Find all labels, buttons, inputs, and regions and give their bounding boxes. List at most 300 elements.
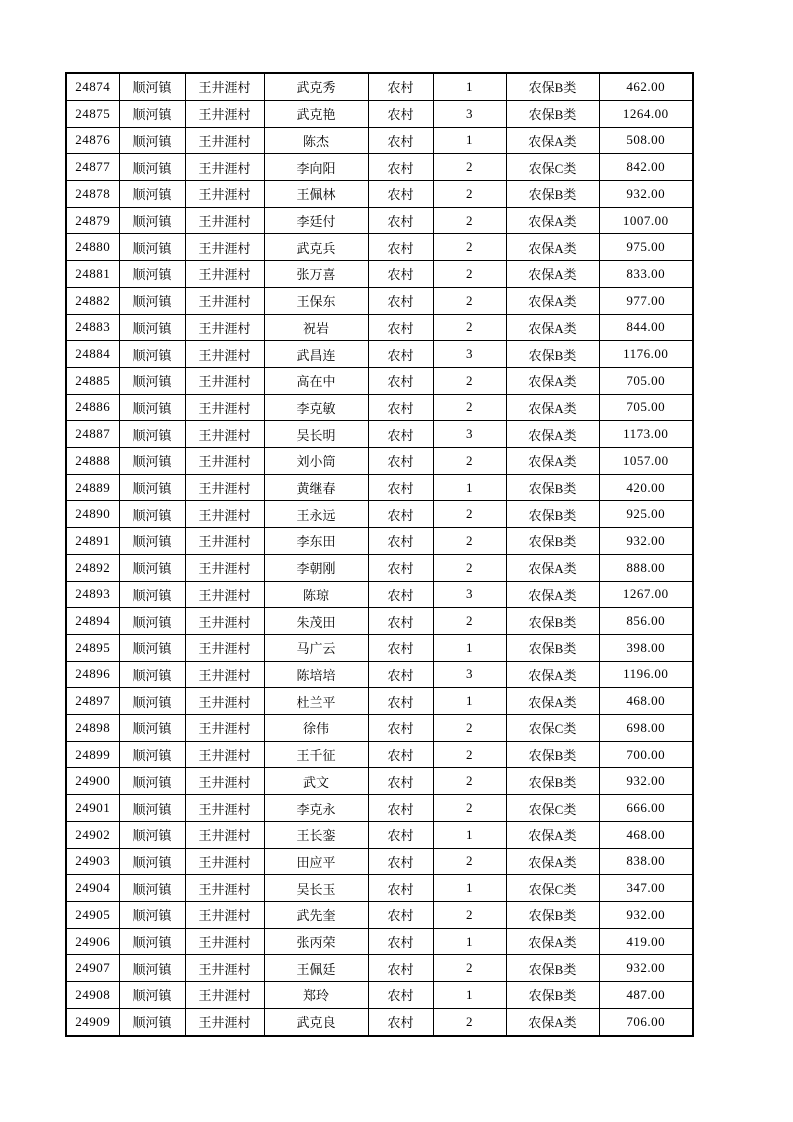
cell-insurance-class: 农保B类	[506, 100, 599, 127]
cell-village: 王井涯村	[185, 955, 264, 982]
cell-insurance-class: 农保C类	[506, 154, 599, 181]
cell-serial-number: 24893	[66, 581, 119, 608]
cell-household-type: 农村	[368, 501, 433, 528]
cell-household-type: 农村	[368, 554, 433, 581]
cell-town: 顺河镇	[119, 448, 185, 475]
cell-person-name: 武克艳	[264, 100, 368, 127]
cell-person-count: 2	[433, 608, 506, 635]
cell-serial-number: 24883	[66, 314, 119, 341]
cell-insurance-class: 农保A类	[506, 367, 599, 394]
table-row	[66, 875, 693, 902]
cell-town: 顺河镇	[119, 661, 185, 688]
cell-insurance-class: 农保A类	[506, 554, 599, 581]
cell-person-count: 1	[433, 73, 506, 100]
cell-town: 顺河镇	[119, 768, 185, 795]
records-table	[65, 72, 694, 1037]
cell-amount: 468.00	[599, 688, 693, 715]
table-row	[66, 314, 693, 341]
cell-insurance-class: 农保A类	[506, 821, 599, 848]
cell-village: 王井涯村	[185, 127, 264, 154]
cell-amount: 419.00	[599, 928, 693, 955]
table-row	[66, 421, 693, 448]
cell-serial-number: 24874	[66, 73, 119, 100]
cell-amount: 1267.00	[599, 581, 693, 608]
cell-serial-number: 24904	[66, 875, 119, 902]
cell-amount: 888.00	[599, 554, 693, 581]
cell-person-count: 3	[433, 661, 506, 688]
cell-person-name: 张丙荣	[264, 928, 368, 955]
cell-serial-number: 24884	[66, 341, 119, 368]
table-row	[66, 367, 693, 394]
cell-person-count: 2	[433, 715, 506, 742]
cell-person-name: 徐伟	[264, 715, 368, 742]
table-row	[66, 554, 693, 581]
table-row	[66, 848, 693, 875]
cell-serial-number: 24887	[66, 421, 119, 448]
cell-person-count: 2	[433, 1008, 506, 1036]
cell-insurance-class: 农保A类	[506, 394, 599, 421]
cell-serial-number: 24876	[66, 127, 119, 154]
table-row	[66, 261, 693, 288]
cell-person-name: 武昌连	[264, 341, 368, 368]
cell-insurance-class: 农保B类	[506, 501, 599, 528]
cell-person-name: 李克永	[264, 795, 368, 822]
cell-person-name: 王长銮	[264, 821, 368, 848]
cell-village: 王井涯村	[185, 314, 264, 341]
cell-insurance-class: 农保A类	[506, 261, 599, 288]
cell-town: 顺河镇	[119, 287, 185, 314]
cell-person-name: 陈杰	[264, 127, 368, 154]
cell-town: 顺河镇	[119, 394, 185, 421]
cell-person-name: 李克敏	[264, 394, 368, 421]
cell-village: 王井涯村	[185, 581, 264, 608]
cell-serial-number: 24890	[66, 501, 119, 528]
cell-village: 王井涯村	[185, 367, 264, 394]
cell-town: 顺河镇	[119, 875, 185, 902]
cell-insurance-class: 农保C类	[506, 875, 599, 902]
table-row	[66, 73, 693, 100]
cell-person-count: 3	[433, 341, 506, 368]
cell-town: 顺河镇	[119, 821, 185, 848]
cell-serial-number: 24879	[66, 207, 119, 234]
cell-amount: 1173.00	[599, 421, 693, 448]
cell-village: 王井涯村	[185, 875, 264, 902]
cell-village: 王井涯村	[185, 528, 264, 555]
cell-person-count: 3	[433, 421, 506, 448]
cell-household-type: 农村	[368, 154, 433, 181]
cell-household-type: 农村	[368, 634, 433, 661]
cell-person-name: 李向阳	[264, 154, 368, 181]
cell-village: 王井涯村	[185, 608, 264, 635]
cell-town: 顺河镇	[119, 741, 185, 768]
cell-household-type: 农村	[368, 421, 433, 448]
cell-person-count: 2	[433, 501, 506, 528]
table-row	[66, 234, 693, 261]
cell-insurance-class: 农保A类	[506, 234, 599, 261]
cell-serial-number: 24898	[66, 715, 119, 742]
table-row	[66, 474, 693, 501]
cell-person-name: 杜兰平	[264, 688, 368, 715]
table-row	[66, 795, 693, 822]
cell-village: 王井涯村	[185, 901, 264, 928]
cell-household-type: 农村	[368, 73, 433, 100]
cell-amount: 508.00	[599, 127, 693, 154]
cell-household-type: 农村	[368, 875, 433, 902]
cell-village: 王井涯村	[185, 234, 264, 261]
cell-serial-number: 24895	[66, 634, 119, 661]
cell-insurance-class: 农保A类	[506, 688, 599, 715]
cell-amount: 838.00	[599, 848, 693, 875]
cell-person-count: 1	[433, 688, 506, 715]
cell-town: 顺河镇	[119, 688, 185, 715]
cell-household-type: 农村	[368, 448, 433, 475]
cell-serial-number: 24878	[66, 180, 119, 207]
cell-village: 王井涯村	[185, 207, 264, 234]
cell-town: 顺河镇	[119, 154, 185, 181]
cell-town: 顺河镇	[119, 528, 185, 555]
cell-person-name: 马广云	[264, 634, 368, 661]
cell-insurance-class: 农保A类	[506, 127, 599, 154]
cell-insurance-class: 农保B类	[506, 608, 599, 635]
cell-household-type: 农村	[368, 768, 433, 795]
cell-person-name: 王千征	[264, 741, 368, 768]
cell-village: 王井涯村	[185, 501, 264, 528]
records-table-body	[66, 73, 693, 1036]
cell-insurance-class: 农保B类	[506, 474, 599, 501]
cell-amount: 700.00	[599, 741, 693, 768]
cell-person-count: 2	[433, 955, 506, 982]
cell-village: 王井涯村	[185, 715, 264, 742]
cell-town: 顺河镇	[119, 180, 185, 207]
cell-village: 王井涯村	[185, 928, 264, 955]
cell-village: 王井涯村	[185, 848, 264, 875]
cell-serial-number: 24892	[66, 554, 119, 581]
table-row	[66, 688, 693, 715]
cell-household-type: 农村	[368, 901, 433, 928]
cell-household-type: 农村	[368, 982, 433, 1009]
cell-amount: 420.00	[599, 474, 693, 501]
cell-insurance-class: 农保A类	[506, 581, 599, 608]
cell-insurance-class: 农保A类	[506, 661, 599, 688]
cell-town: 顺河镇	[119, 901, 185, 928]
cell-insurance-class: 农保A类	[506, 1008, 599, 1036]
cell-insurance-class: 农保C类	[506, 795, 599, 822]
cell-person-count: 1	[433, 821, 506, 848]
cell-serial-number: 24888	[66, 448, 119, 475]
cell-village: 王井涯村	[185, 634, 264, 661]
cell-household-type: 农村	[368, 1008, 433, 1036]
cell-amount: 398.00	[599, 634, 693, 661]
cell-insurance-class: 农保A类	[506, 207, 599, 234]
table-row	[66, 821, 693, 848]
cell-amount: 487.00	[599, 982, 693, 1009]
cell-household-type: 农村	[368, 127, 433, 154]
cell-town: 顺河镇	[119, 608, 185, 635]
cell-household-type: 农村	[368, 261, 433, 288]
cell-person-count: 3	[433, 581, 506, 608]
cell-person-name: 陈培培	[264, 661, 368, 688]
cell-person-count: 1	[433, 127, 506, 154]
cell-village: 王井涯村	[185, 287, 264, 314]
cell-town: 顺河镇	[119, 207, 185, 234]
cell-household-type: 农村	[368, 367, 433, 394]
cell-insurance-class: 农保A类	[506, 848, 599, 875]
cell-town: 顺河镇	[119, 73, 185, 100]
table-row	[66, 741, 693, 768]
cell-serial-number: 24901	[66, 795, 119, 822]
cell-household-type: 农村	[368, 821, 433, 848]
cell-insurance-class: 农保A类	[506, 287, 599, 314]
cell-town: 顺河镇	[119, 501, 185, 528]
cell-household-type: 农村	[368, 314, 433, 341]
table-row	[66, 955, 693, 982]
cell-person-count: 1	[433, 474, 506, 501]
cell-person-count: 2	[433, 261, 506, 288]
cell-village: 王井涯村	[185, 661, 264, 688]
cell-amount: 1196.00	[599, 661, 693, 688]
cell-household-type: 农村	[368, 955, 433, 982]
cell-insurance-class: 农保A类	[506, 421, 599, 448]
cell-insurance-class: 农保A类	[506, 448, 599, 475]
cell-village: 王井涯村	[185, 261, 264, 288]
cell-insurance-class: 农保B类	[506, 73, 599, 100]
cell-village: 王井涯村	[185, 1008, 264, 1036]
cell-person-count: 2	[433, 394, 506, 421]
cell-town: 顺河镇	[119, 1008, 185, 1036]
cell-person-count: 1	[433, 928, 506, 955]
cell-village: 王井涯村	[185, 821, 264, 848]
table-row	[66, 768, 693, 795]
cell-household-type: 农村	[368, 661, 433, 688]
cell-person-name: 高在中	[264, 367, 368, 394]
cell-person-count: 2	[433, 554, 506, 581]
cell-person-count: 2	[433, 741, 506, 768]
cell-town: 顺河镇	[119, 581, 185, 608]
cell-serial-number: 24877	[66, 154, 119, 181]
cell-person-name: 田应平	[264, 848, 368, 875]
cell-household-type: 农村	[368, 715, 433, 742]
cell-insurance-class: 农保B类	[506, 528, 599, 555]
cell-serial-number: 24880	[66, 234, 119, 261]
cell-village: 王井涯村	[185, 421, 264, 448]
cell-town: 顺河镇	[119, 955, 185, 982]
cell-amount: 666.00	[599, 795, 693, 822]
cell-household-type: 农村	[368, 180, 433, 207]
cell-serial-number: 24909	[66, 1008, 119, 1036]
cell-person-count: 2	[433, 207, 506, 234]
cell-household-type: 农村	[368, 928, 433, 955]
cell-person-count: 2	[433, 768, 506, 795]
cell-town: 顺河镇	[119, 634, 185, 661]
cell-person-name: 武克秀	[264, 73, 368, 100]
cell-amount: 925.00	[599, 501, 693, 528]
cell-village: 王井涯村	[185, 768, 264, 795]
cell-insurance-class: 农保B类	[506, 634, 599, 661]
cell-town: 顺河镇	[119, 261, 185, 288]
cell-person-name: 王永远	[264, 501, 368, 528]
cell-person-name: 王佩廷	[264, 955, 368, 982]
table-row	[66, 287, 693, 314]
cell-village: 王井涯村	[185, 474, 264, 501]
cell-village: 王井涯村	[185, 73, 264, 100]
cell-serial-number: 24902	[66, 821, 119, 848]
cell-person-name: 武克兵	[264, 234, 368, 261]
cell-person-name: 李东田	[264, 528, 368, 555]
cell-person-count: 2	[433, 287, 506, 314]
cell-village: 王井涯村	[185, 448, 264, 475]
cell-household-type: 农村	[368, 741, 433, 768]
cell-insurance-class: 农保B类	[506, 982, 599, 1009]
cell-serial-number: 24881	[66, 261, 119, 288]
table-row	[66, 341, 693, 368]
cell-town: 顺河镇	[119, 554, 185, 581]
table-row	[66, 528, 693, 555]
cell-person-count: 2	[433, 901, 506, 928]
cell-amount: 705.00	[599, 367, 693, 394]
cell-person-name: 王佩林	[264, 180, 368, 207]
cell-town: 顺河镇	[119, 100, 185, 127]
cell-village: 王井涯村	[185, 741, 264, 768]
cell-town: 顺河镇	[119, 234, 185, 261]
cell-amount: 844.00	[599, 314, 693, 341]
table-row	[66, 180, 693, 207]
cell-amount: 932.00	[599, 180, 693, 207]
table-row	[66, 661, 693, 688]
cell-household-type: 农村	[368, 341, 433, 368]
cell-household-type: 农村	[368, 608, 433, 635]
cell-amount: 833.00	[599, 261, 693, 288]
table-row	[66, 501, 693, 528]
cell-serial-number: 24908	[66, 982, 119, 1009]
cell-serial-number: 24886	[66, 394, 119, 421]
table-row	[66, 715, 693, 742]
cell-person-name: 李朝刚	[264, 554, 368, 581]
cell-amount: 698.00	[599, 715, 693, 742]
cell-insurance-class: 农保B类	[506, 341, 599, 368]
cell-serial-number: 24896	[66, 661, 119, 688]
cell-person-count: 3	[433, 100, 506, 127]
cell-household-type: 农村	[368, 848, 433, 875]
cell-household-type: 农村	[368, 581, 433, 608]
cell-person-count: 2	[433, 795, 506, 822]
cell-household-type: 农村	[368, 394, 433, 421]
cell-household-type: 农村	[368, 287, 433, 314]
cell-village: 王井涯村	[185, 394, 264, 421]
table-row	[66, 581, 693, 608]
table-row	[66, 982, 693, 1009]
cell-serial-number: 24891	[66, 528, 119, 555]
cell-village: 王井涯村	[185, 180, 264, 207]
cell-serial-number: 24875	[66, 100, 119, 127]
cell-person-count: 2	[433, 848, 506, 875]
cell-person-name: 朱茂田	[264, 608, 368, 635]
cell-person-count: 1	[433, 875, 506, 902]
table-row	[66, 901, 693, 928]
cell-serial-number: 24900	[66, 768, 119, 795]
cell-town: 顺河镇	[119, 474, 185, 501]
cell-household-type: 农村	[368, 528, 433, 555]
cell-amount: 468.00	[599, 821, 693, 848]
table-row	[66, 394, 693, 421]
cell-village: 王井涯村	[185, 554, 264, 581]
cell-amount: 842.00	[599, 154, 693, 181]
cell-insurance-class: 农保C类	[506, 715, 599, 742]
cell-person-name: 郑玲	[264, 982, 368, 1009]
cell-amount: 977.00	[599, 287, 693, 314]
cell-town: 顺河镇	[119, 795, 185, 822]
cell-serial-number: 24903	[66, 848, 119, 875]
cell-town: 顺河镇	[119, 982, 185, 1009]
cell-insurance-class: 农保B类	[506, 741, 599, 768]
cell-insurance-class: 农保A类	[506, 314, 599, 341]
cell-village: 王井涯村	[185, 341, 264, 368]
table-row	[66, 154, 693, 181]
cell-amount: 462.00	[599, 73, 693, 100]
cell-amount: 1264.00	[599, 100, 693, 127]
cell-person-name: 王保东	[264, 287, 368, 314]
cell-village: 王井涯村	[185, 982, 264, 1009]
cell-insurance-class: 农保A类	[506, 928, 599, 955]
cell-amount: 1007.00	[599, 207, 693, 234]
table-row	[66, 127, 693, 154]
cell-serial-number: 24899	[66, 741, 119, 768]
cell-household-type: 农村	[368, 207, 433, 234]
cell-insurance-class: 农保B类	[506, 768, 599, 795]
cell-person-name: 张万喜	[264, 261, 368, 288]
cell-person-name: 李廷付	[264, 207, 368, 234]
cell-amount: 1176.00	[599, 341, 693, 368]
cell-person-name: 陈琼	[264, 581, 368, 608]
cell-amount: 932.00	[599, 901, 693, 928]
cell-person-name: 黄继春	[264, 474, 368, 501]
cell-village: 王井涯村	[185, 154, 264, 181]
table-row	[66, 100, 693, 127]
cell-town: 顺河镇	[119, 367, 185, 394]
cell-town: 顺河镇	[119, 341, 185, 368]
cell-person-count: 2	[433, 367, 506, 394]
cell-person-count: 2	[433, 180, 506, 207]
cell-town: 顺河镇	[119, 715, 185, 742]
table-row	[66, 1008, 693, 1036]
cell-household-type: 农村	[368, 795, 433, 822]
table-row	[66, 634, 693, 661]
cell-household-type: 农村	[368, 100, 433, 127]
table-row	[66, 928, 693, 955]
cell-village: 王井涯村	[185, 795, 264, 822]
cell-person-count: 1	[433, 634, 506, 661]
cell-person-name: 吴长明	[264, 421, 368, 448]
cell-amount: 932.00	[599, 528, 693, 555]
cell-person-count: 2	[433, 234, 506, 261]
cell-household-type: 农村	[368, 688, 433, 715]
table-row	[66, 608, 693, 635]
cell-serial-number: 24906	[66, 928, 119, 955]
cell-person-count: 2	[433, 448, 506, 475]
cell-insurance-class: 农保B类	[506, 901, 599, 928]
cell-household-type: 农村	[368, 234, 433, 261]
cell-amount: 932.00	[599, 955, 693, 982]
cell-person-count: 1	[433, 982, 506, 1009]
cell-amount: 932.00	[599, 768, 693, 795]
cell-amount: 856.00	[599, 608, 693, 635]
cell-insurance-class: 农保B类	[506, 955, 599, 982]
cell-person-name: 刘小筒	[264, 448, 368, 475]
table-row	[66, 448, 693, 475]
cell-amount: 1057.00	[599, 448, 693, 475]
cell-amount: 347.00	[599, 875, 693, 902]
cell-serial-number: 24897	[66, 688, 119, 715]
table-row	[66, 207, 693, 234]
